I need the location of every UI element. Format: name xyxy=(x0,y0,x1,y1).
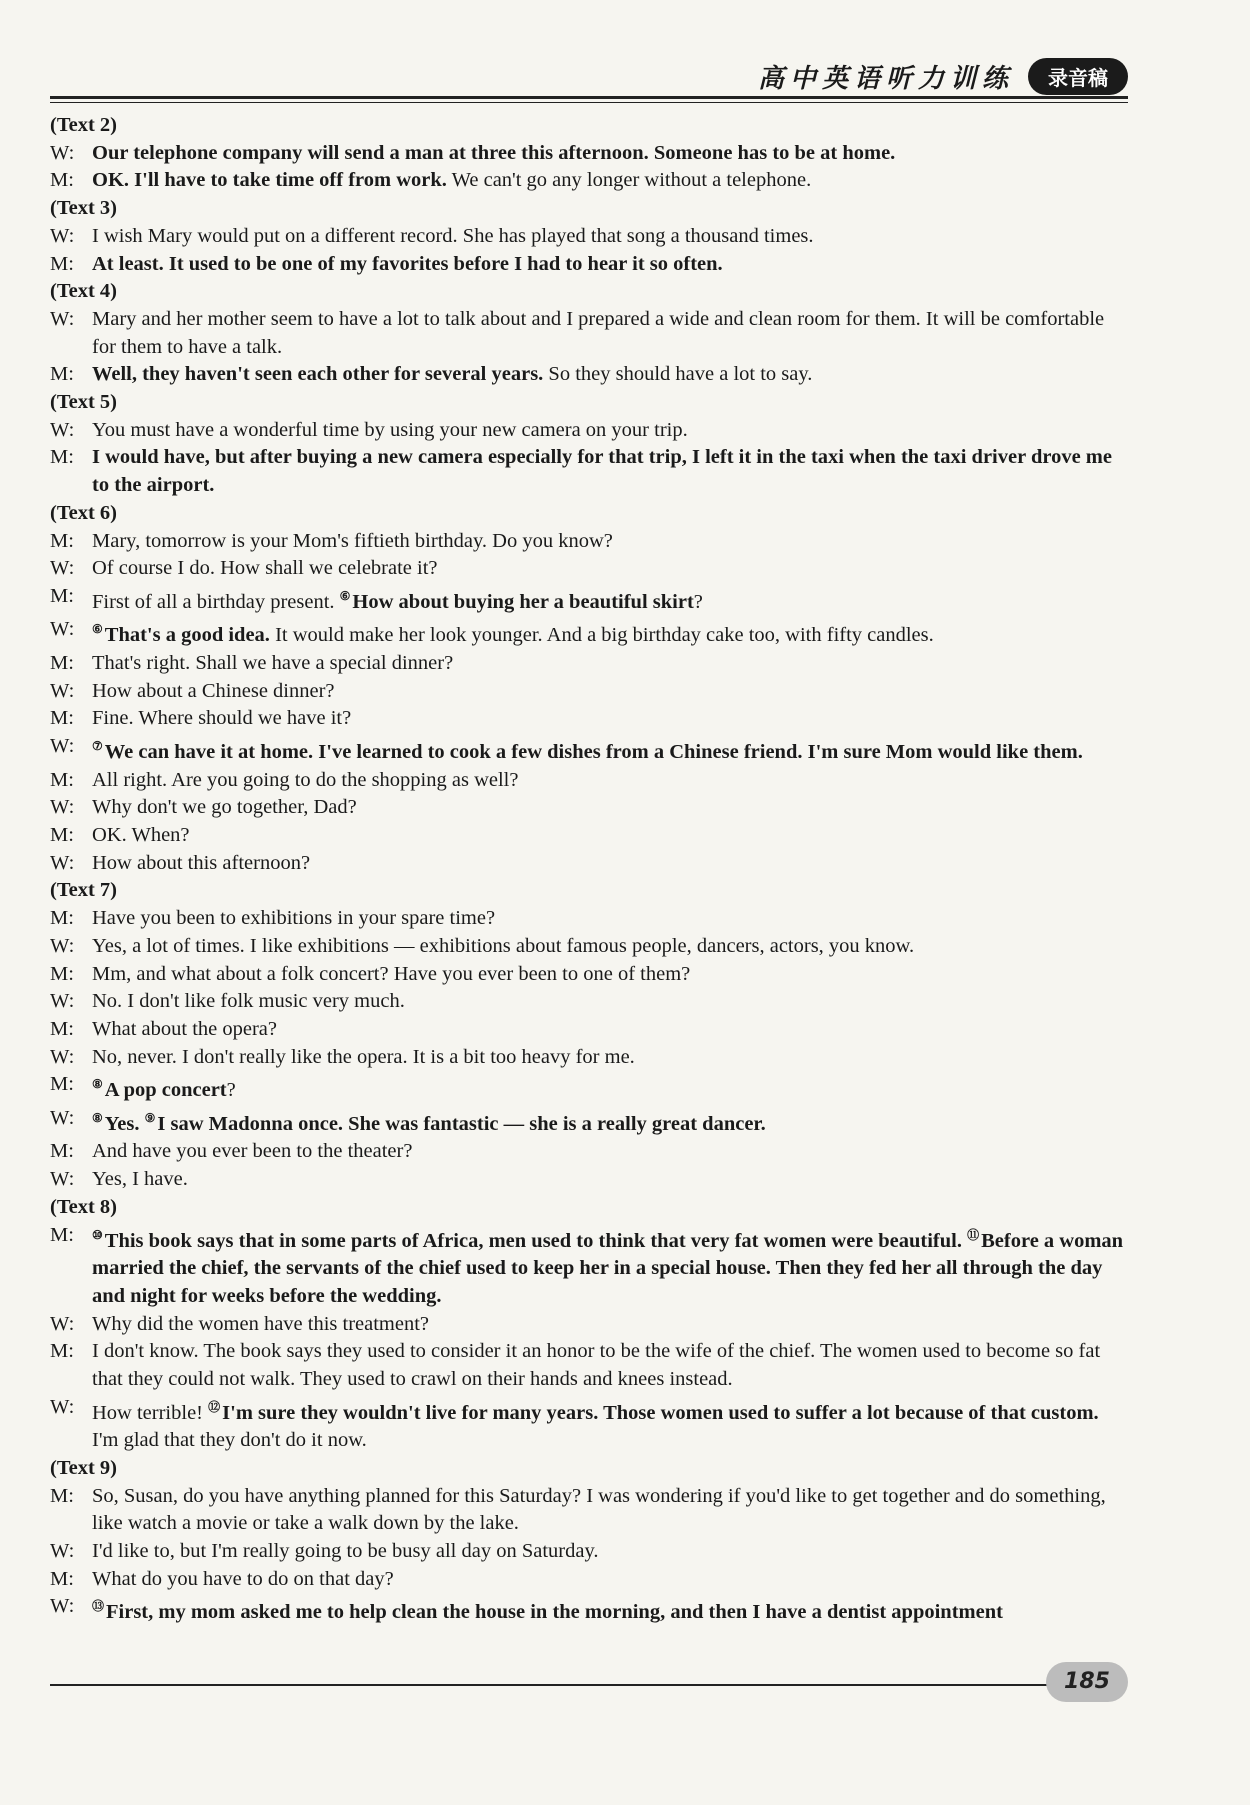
speaker-label: W: xyxy=(50,307,75,330)
header-rule-thin xyxy=(50,102,1128,103)
dialogue-text: No. I don't like folk music very much. xyxy=(92,990,405,1013)
dialogue-text: OK. When? xyxy=(92,824,190,847)
transcript-body xyxy=(50,112,1128,1627)
dialogue-text: I don't know. The book says they used to consider it an honor to be the wife of the chief. The women used to become so fat that they could not walk. They used to crawl on their hands and knees instead. xyxy=(92,1340,1101,1390)
speaker-label: W: xyxy=(50,557,75,580)
question-number-marker: ⑫ xyxy=(208,1399,221,1414)
speaker-label: W: xyxy=(50,796,75,819)
answer-text: At least. It used to be one of my favorites before I had to hear it so often. xyxy=(92,252,723,275)
dialogue-line xyxy=(50,1311,1128,1339)
dialogue-line xyxy=(50,1483,1128,1538)
section-heading: (Text 9) xyxy=(50,1456,117,1479)
dialogue-line xyxy=(50,1538,1128,1566)
page-number: 185 xyxy=(1046,1662,1128,1702)
dialogue-line xyxy=(50,961,1128,989)
speaker-label: M: xyxy=(50,1017,74,1040)
dialogue-line xyxy=(50,988,1128,1016)
section-heading: (Text 2) xyxy=(50,114,117,136)
speaker-label: W: xyxy=(50,141,75,164)
speaker-label: M: xyxy=(50,768,74,791)
section-heading: (Text 4) xyxy=(50,280,117,303)
dialogue-text: Have you been to exhibitions in your spare time? xyxy=(92,907,496,930)
question-number-marker: ⑥ xyxy=(339,588,351,603)
speaker-label: M: xyxy=(50,1073,74,1096)
speaker-label: M: xyxy=(50,169,74,192)
section-heading: (Text 3) xyxy=(50,197,117,220)
dialogue-line xyxy=(50,306,1128,361)
speaker-label: W: xyxy=(50,1045,75,1068)
footer-rule xyxy=(50,1684,1080,1686)
dialogue-text: Yes, I have. xyxy=(92,1168,188,1191)
book-title: 高中英语听力训练 xyxy=(757,63,1014,94)
speaker-label: W: xyxy=(50,224,75,247)
dialogue-text: How about a Chinese dinner? xyxy=(92,679,335,702)
answer-text: This book says that in some parts of Africa, men used to think that very fat women were beautiful. xyxy=(104,1229,968,1252)
dialogue-text: No, never. I don't really like the opera. It is a bit too heavy for me. xyxy=(92,1045,635,1068)
question-number-marker: ⑥ xyxy=(92,622,103,637)
speaker-label: W: xyxy=(50,1168,75,1191)
dialogue-text: ? xyxy=(693,590,703,613)
dialogue-line xyxy=(50,1394,1128,1455)
dialogue-line xyxy=(50,1044,1128,1072)
speaker-label: W: xyxy=(50,990,75,1013)
speaker-label: W: xyxy=(50,618,75,641)
section-heading: (Text 8) xyxy=(50,1195,117,1218)
dialogue-line xyxy=(50,1593,1128,1627)
dialogue-line xyxy=(50,822,1128,850)
dialogue-line xyxy=(50,361,1128,389)
answer-text: I saw Madonna once. She was fantastic — she is a really great dancer. xyxy=(157,1112,766,1135)
dialogue-line xyxy=(50,767,1128,795)
speaker-label: M: xyxy=(50,1567,74,1590)
dialogue-text: First of all a birthday present. xyxy=(92,590,340,613)
speaker-label: W: xyxy=(50,735,75,758)
answer-text: That's a good idea. xyxy=(104,624,270,647)
dialogue-text: What about the opera? xyxy=(92,1017,277,1040)
dialogue-line xyxy=(50,223,1128,251)
dialogue-line xyxy=(50,933,1128,961)
dialogue-text: How terrible! xyxy=(92,1401,209,1424)
dialogue-text: All right. Are you going to do the shopping as well? xyxy=(92,768,519,791)
speaker-label: W: xyxy=(50,851,75,874)
dialogue-text: I'd like to, but I'm really going to be busy all day on Saturday. xyxy=(92,1539,599,1562)
dialogue-text: Yes, a lot of times. I like exhibitions — exhibitions about famous people, dancers, actors, you know. xyxy=(92,934,915,957)
dialogue-line xyxy=(50,678,1128,706)
dialogue-line xyxy=(50,1338,1128,1393)
dialogue-text: Mary and her mother seem to have a lot to talk about and I prepared a wide and clean room for them. It will be comfortable for them to have a talk. xyxy=(92,307,1105,358)
speaker-label: W: xyxy=(50,679,75,702)
speaker-label: M: xyxy=(50,1484,74,1507)
dialogue-line xyxy=(50,583,1128,617)
question-number-marker: ⑧ xyxy=(92,1077,103,1092)
speaker-label: M: xyxy=(50,1140,74,1163)
dialogue-line xyxy=(50,794,1128,822)
dialogue-text: You must have a wonderful time by using your new camera on your trip. xyxy=(92,418,688,441)
speaker-label: M: xyxy=(50,584,74,607)
answer-text: Before a woman married the chief, the servants of the chief used to keep her in a special house. Then they fed her all through the day and night for weeks before the wedding. xyxy=(92,1229,1124,1307)
dialogue-line xyxy=(50,528,1128,556)
dialogue-line xyxy=(50,1071,1128,1105)
dialogue-line xyxy=(50,167,1128,195)
section-heading: (Text 7) xyxy=(50,879,117,902)
dialogue-line xyxy=(50,251,1128,279)
dialogue-line xyxy=(50,733,1128,767)
dialogue-text: Fine. Where should we have it? xyxy=(92,707,352,730)
answer-text: Our telephone company will send a man at three this afternoon. Someone has to be at home. xyxy=(92,141,896,164)
speaker-label: M: xyxy=(50,962,74,985)
question-number-marker: ⑩ xyxy=(92,1227,103,1242)
speaker-label: W: xyxy=(50,1312,75,1335)
question-number-marker: ⑨ xyxy=(144,1110,156,1125)
dialogue-line xyxy=(50,1138,1128,1166)
dialogue-text: Mm, and what about a folk concert? Have you ever been to one of them? xyxy=(92,962,691,985)
speaker-label: M: xyxy=(50,907,74,930)
dialogue-line xyxy=(50,1222,1128,1311)
dialogue-text: So they should have a lot to say. xyxy=(543,363,813,386)
dialogue-text: So, Susan, do you have anything planned for this Saturday? I was wondering if you'd like to get together and do something, like watch a movie or take a walk down by the lake. xyxy=(92,1484,1106,1535)
speaker-label: W: xyxy=(50,1395,75,1418)
header-rule xyxy=(50,96,1128,99)
dialogue-text: Of course I do. How shall we celebrate it? xyxy=(92,557,438,580)
speaker-label: M: xyxy=(50,446,74,469)
transcript-badge: 录音稿 xyxy=(1028,58,1128,95)
speaker-label: M: xyxy=(50,824,74,847)
dialogue-text: And have you ever been to the theater? xyxy=(92,1140,413,1163)
question-number-marker: ⑦ xyxy=(92,739,103,754)
dialogue-line xyxy=(50,140,1128,168)
speaker-label: M: xyxy=(50,252,74,275)
dialogue-line xyxy=(50,1166,1128,1194)
question-number-marker: ⑧ xyxy=(92,1110,103,1125)
answer-text: A pop concert xyxy=(104,1079,227,1102)
dialogue-text: It would make her look younger. And a big birthday cake too, with fifty candles. xyxy=(269,624,934,647)
dialogue-line xyxy=(50,705,1128,733)
question-number-marker: ⑪ xyxy=(967,1227,980,1242)
dialogue-text: Why did the women have this treatment? xyxy=(92,1312,430,1335)
dialogue-line xyxy=(50,1016,1128,1044)
dialogue-line xyxy=(50,616,1128,650)
dialogue-line xyxy=(50,417,1128,445)
answer-text: I would have, but after buying a new camera especially for that trip, I left it in the taxi when the taxi driver drove me to the airport. xyxy=(92,446,1112,497)
answer-text: Well, they haven't seen each other for several years. xyxy=(92,363,544,386)
speaker-label: M: xyxy=(50,529,74,552)
dialogue-text: Why don't we go together, Dad? xyxy=(92,796,357,819)
dialogue-text: Mary, tomorrow is your Mom's fiftieth birthday. Do you know? xyxy=(92,529,613,552)
dialogue-text: I'm glad that they don't do it now. xyxy=(92,1429,367,1452)
speaker-label: M: xyxy=(50,652,74,675)
question-number-marker: ⑬ xyxy=(92,1599,105,1614)
answer-text: How about buying her a beautiful skirt xyxy=(352,590,694,613)
dialogue-line xyxy=(50,1566,1128,1594)
dialogue-line xyxy=(50,1105,1128,1139)
dialogue-line xyxy=(50,850,1128,878)
dialogue-text: I wish Mary would put on a different record. She has played that song a thousand times. xyxy=(92,224,814,247)
speaker-label: W: xyxy=(50,934,75,957)
dialogue-line xyxy=(50,650,1128,678)
answer-text: OK. I'll have to take time off from work. xyxy=(92,169,447,192)
dialogue-text: How about this afternoon? xyxy=(92,851,311,874)
answer-text: We can have it at home. I've learned to cook a few dishes from a Chinese friend. I'm sure Mom would like them. xyxy=(104,740,1083,763)
speaker-label: W: xyxy=(50,1539,75,1562)
dialogue-line xyxy=(50,444,1128,499)
dialogue-text: ? xyxy=(226,1079,236,1102)
speaker-label: W: xyxy=(50,1106,75,1129)
speaker-label: M: xyxy=(50,363,74,386)
dialogue-text: We can't go any longer without a telephone. xyxy=(446,169,812,192)
answer-text: First, my mom asked me to help clean the house in the morning, and then I have a dentist appointment xyxy=(106,1601,1003,1624)
dialogue-line xyxy=(50,905,1128,933)
section-heading: (Text 6) xyxy=(50,501,117,524)
speaker-label: M: xyxy=(50,1340,74,1363)
speaker-label: M: xyxy=(50,1223,74,1246)
answer-text: I'm sure they wouldn't live for many years. Those women used to suffer a lot because of that custom. xyxy=(222,1401,1099,1424)
dialogue-line xyxy=(50,555,1128,583)
answer-text: Yes. xyxy=(104,1112,145,1135)
section-heading: (Text 5) xyxy=(50,391,117,414)
speaker-label: M: xyxy=(50,707,74,730)
speaker-label: W: xyxy=(50,1595,75,1618)
dialogue-text: That's right. Shall we have a special dinner? xyxy=(92,652,454,675)
speaker-label: W: xyxy=(50,418,75,441)
dialogue-text: What do you have to do on that day? xyxy=(92,1567,394,1590)
